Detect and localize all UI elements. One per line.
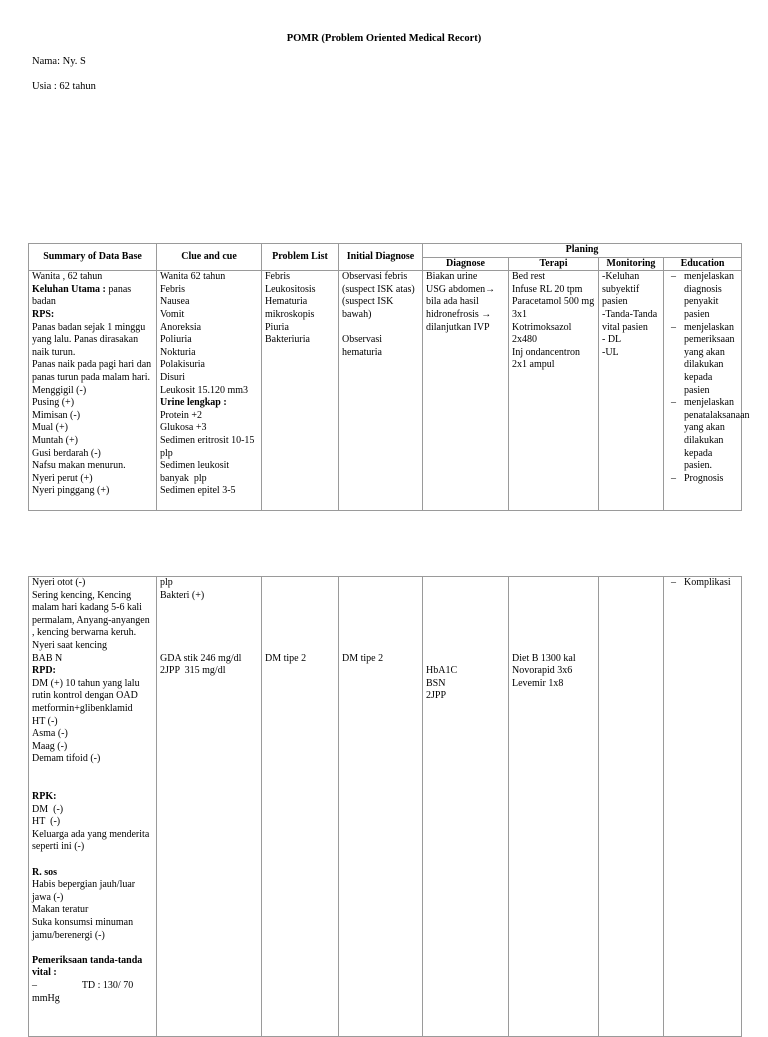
urine-lengkap-heading: Urine lengkap : <box>160 397 227 409</box>
summary-line: – TD : 130/ 70 mmHg <box>32 980 136 1004</box>
terapi-item: Infuse RL 20 tpm <box>512 283 583 295</box>
spacer <box>512 602 595 615</box>
monitoring-item: - DL <box>602 334 622 346</box>
clue-line: Glukosa +3 <box>160 422 207 434</box>
clue-line: Sedimen leukosit banyak plp <box>160 460 232 484</box>
initial-item: Observasi hematuria <box>342 334 385 358</box>
initial-item: Observasi febris (suspect ISK atas) <box>342 271 415 295</box>
spacer <box>160 640 258 653</box>
clue-line: Wanita 62 tahun <box>160 271 226 283</box>
summary-line: DM (+) 10 tahun yang lalu rutin kontrol dengan OAD metformin+glibenklamid <box>32 677 143 714</box>
summary-line: Nyeri saat kencing <box>32 639 107 651</box>
header-diagnose: Diagnose <box>423 257 509 271</box>
cell-monitoring-cont <box>599 577 664 1037</box>
initial-item: DM tipe 2 <box>342 652 384 664</box>
summary-line: Nyeri pinggang (+) <box>32 485 110 497</box>
header-monitoring: Monitoring <box>599 257 664 271</box>
page-title: POMR (Problem Oriented Medical Recort) <box>286 33 482 44</box>
summary-line: Asma (-) <box>32 728 68 740</box>
education-item: – Komplikasi <box>667 577 738 590</box>
clue-line: Nokturia <box>160 346 196 358</box>
terapi-item: Novorapid 3x6 <box>512 665 573 677</box>
spacer <box>160 602 258 615</box>
summary-line: Muntah (+) <box>32 434 78 446</box>
summary-line: Keluhan Utama : panas badan <box>32 283 134 308</box>
rpk-heading: RPK: <box>32 791 57 803</box>
cell-clue <box>157 271 262 511</box>
spacer <box>160 615 258 628</box>
header-summary: Summary of Data Base <box>29 244 157 271</box>
clue-line: Leukosit 15.120 mm3 <box>160 384 249 396</box>
monitoring-item: -Tanda-Tanda vital pasien <box>602 308 660 333</box>
patient-age: Usia : 62 tahun <box>32 81 96 92</box>
summary-line: DM (-) <box>32 803 64 815</box>
summary-line: Mimisan (-) <box>32 409 81 421</box>
header-initial-diagnose: Initial Diagnose <box>339 244 423 271</box>
terapi-item: Paracetamol 500 mg 3x1 <box>512 296 597 320</box>
problem-item: Piuria <box>265 321 289 333</box>
summary-line: Panas badan sejak 1 minggu yang lalu. Panas dirasakan naik turun. <box>32 321 148 358</box>
clue-line: 2JPP 315 mg/dl <box>160 665 226 677</box>
cell-problem-list <box>262 271 339 511</box>
spacer <box>265 602 335 615</box>
problem-item: DM tipe 2 <box>265 652 307 664</box>
pomr-table-part2 <box>28 576 742 1037</box>
cell-initial-diagnose-cont <box>339 577 423 1037</box>
spacer <box>426 615 505 628</box>
header-planing: Planing <box>423 244 742 258</box>
cell-terapi-cont <box>509 577 599 1037</box>
problem-item: Leukositosis <box>265 283 316 295</box>
summary-line: Pusing (+) <box>32 397 75 409</box>
summary-line: Nyeri otot (-) <box>32 577 86 588</box>
spacer <box>426 640 505 653</box>
terapi-item: Bed rest <box>512 271 546 283</box>
spacer <box>32 766 153 779</box>
cell-summary <box>29 271 157 511</box>
spacer <box>265 615 335 628</box>
problem-item: Bakteriuria <box>265 334 310 346</box>
header-clue: Clue and cue <box>157 244 262 271</box>
keluhan-utama-label: Keluhan Utama : <box>32 283 106 295</box>
education-list <box>667 271 750 485</box>
rpd-heading: RPD: <box>32 665 56 677</box>
clue-line: Vomit <box>160 308 185 320</box>
education-item: – Prognosis <box>667 473 738 486</box>
diagnose-item: 2JPP <box>426 690 447 702</box>
clue-line: GDA stik 246 mg/dl <box>160 652 242 664</box>
spacer <box>512 577 595 590</box>
cell-diagnose-cont <box>423 577 509 1037</box>
spacer <box>265 627 335 640</box>
spacer <box>512 590 595 603</box>
monitoring-item: -Keluhan subyektif pasien <box>602 271 642 308</box>
summary-line: Suka konsumsi minuman jamu/berenergi (-) <box>32 917 136 941</box>
header-terapi: Terapi <box>509 257 599 271</box>
summary-line: Menggigil (-) <box>32 384 87 396</box>
spacer <box>342 640 419 653</box>
clue-line: Protein +2 <box>160 409 203 421</box>
spacer <box>342 590 419 603</box>
spacer <box>32 942 153 955</box>
clue-line: Anoreksia <box>160 321 202 333</box>
terapi-item: Inj ondancentron 2x1 ampul <box>512 346 583 371</box>
clue-line: Nausea <box>160 296 190 308</box>
spacer <box>426 627 505 640</box>
patient-name: Nama: Ny. S <box>32 56 86 67</box>
summary-line: Maag (-) <box>32 740 68 752</box>
clue-line: Polakisuria <box>160 359 205 371</box>
spacer <box>426 653 505 666</box>
diagnose-item: USG abdomen→ bila ada hasil hidronefrosis → dilanjutkan IVP <box>426 283 498 333</box>
vital-signs-heading: Pemeriksaan tanda-tanda vital : <box>32 954 145 979</box>
cell-problem-list-cont <box>262 577 339 1037</box>
clue-line: Febris <box>160 283 185 295</box>
spacer <box>265 577 335 590</box>
cell-clue-cont <box>157 577 262 1037</box>
problem-item: Hematuria mikroskopis <box>265 296 315 320</box>
terapi-item: Diet B 1300 kal <box>512 652 576 664</box>
problem-item: Febris <box>265 271 290 283</box>
summary-line: HT (-) <box>32 715 58 727</box>
pomr-table-part1 <box>28 243 750 511</box>
summary-line: Nafsu makan menurun. <box>32 460 126 472</box>
summary-line: Wanita , 62 tahun <box>32 271 103 283</box>
clue-line: Sedimen eritrosit 10-15 plp <box>160 434 257 459</box>
cell-terapi <box>509 271 599 511</box>
summary-line: Demam tifoid (-) <box>32 753 101 765</box>
spacer <box>265 590 335 603</box>
clue-line: Bakteri (+) <box>160 589 205 601</box>
spacer <box>342 322 419 335</box>
spacer <box>160 627 258 640</box>
spacer <box>512 640 595 653</box>
cell-education-cont <box>664 577 742 1037</box>
diagnose-item: BSN <box>426 677 446 689</box>
diagnose-item: HbA1C <box>426 665 458 677</box>
education-item: – menjelaskan pemeriksaan yang akan dilakukan kepada pasien <box>667 322 738 398</box>
spacer <box>32 779 153 792</box>
terapi-item: Kotrimoksazol 2x480 <box>512 321 574 346</box>
rps-heading: RPS: <box>32 308 55 320</box>
monitoring-item: -UL <box>602 346 619 358</box>
summary-line: Gusi berdarah (-) <box>32 447 101 459</box>
summary-line: Mual (+) <box>32 422 68 434</box>
summary-line: HT (-) <box>32 816 61 828</box>
clue-line: Poliuria <box>160 334 192 346</box>
spacer <box>342 577 419 590</box>
spacer <box>426 590 505 603</box>
spacer <box>426 602 505 615</box>
summary-line: Sering kencing, Kencing malam hari kadang 5-6 kali permalam, Anyang-anyangen , kencing berwarna keruh. <box>32 589 153 639</box>
spacer <box>512 615 595 628</box>
education-item: – menjelaskan penatalaksanaan yang akan dilakukan kepada pasien. <box>667 397 738 473</box>
clue-line: plp <box>160 577 173 588</box>
cell-initial-diagnose <box>339 271 423 511</box>
cell-diagnose <box>423 271 509 511</box>
cell-education <box>664 271 750 511</box>
summary-line: Keluarga ada yang menderita seperti ini (-) <box>32 828 152 853</box>
summary-line: Nyeri perut (+) <box>32 472 93 484</box>
clue-line: Disuri <box>160 371 185 383</box>
cell-monitoring <box>599 271 664 511</box>
spacer <box>342 602 419 615</box>
education-item: – menjelaskan diagnosis penyakit pasien <box>667 271 738 321</box>
diagnose-item: Biakan urine <box>426 271 478 283</box>
summary-line: Habis bepergian jauh/luar jawa (-) <box>32 879 138 903</box>
spacer <box>342 627 419 640</box>
initial-item: (suspect ISK bawah) <box>342 296 396 320</box>
spacer <box>426 577 505 590</box>
header-problem-list: Problem List <box>262 244 339 271</box>
summary-line: BAB N <box>32 652 63 664</box>
rsos-heading: R. sos <box>32 866 58 878</box>
spacer <box>342 615 419 628</box>
cell-summary-cont <box>29 577 157 1037</box>
spacer <box>512 627 595 640</box>
education-list <box>667 577 738 590</box>
terapi-item: Levemir 1x8 <box>512 677 564 689</box>
summary-line: Panas naik pada pagi hari dan panas turun pada malam hari. <box>32 359 154 383</box>
spacer <box>265 640 335 653</box>
clue-line: Sedimen epitel 3-5 <box>160 485 236 497</box>
header-education: Education <box>664 257 742 271</box>
summary-line: Makan teratur <box>32 904 89 916</box>
spacer <box>32 854 153 867</box>
